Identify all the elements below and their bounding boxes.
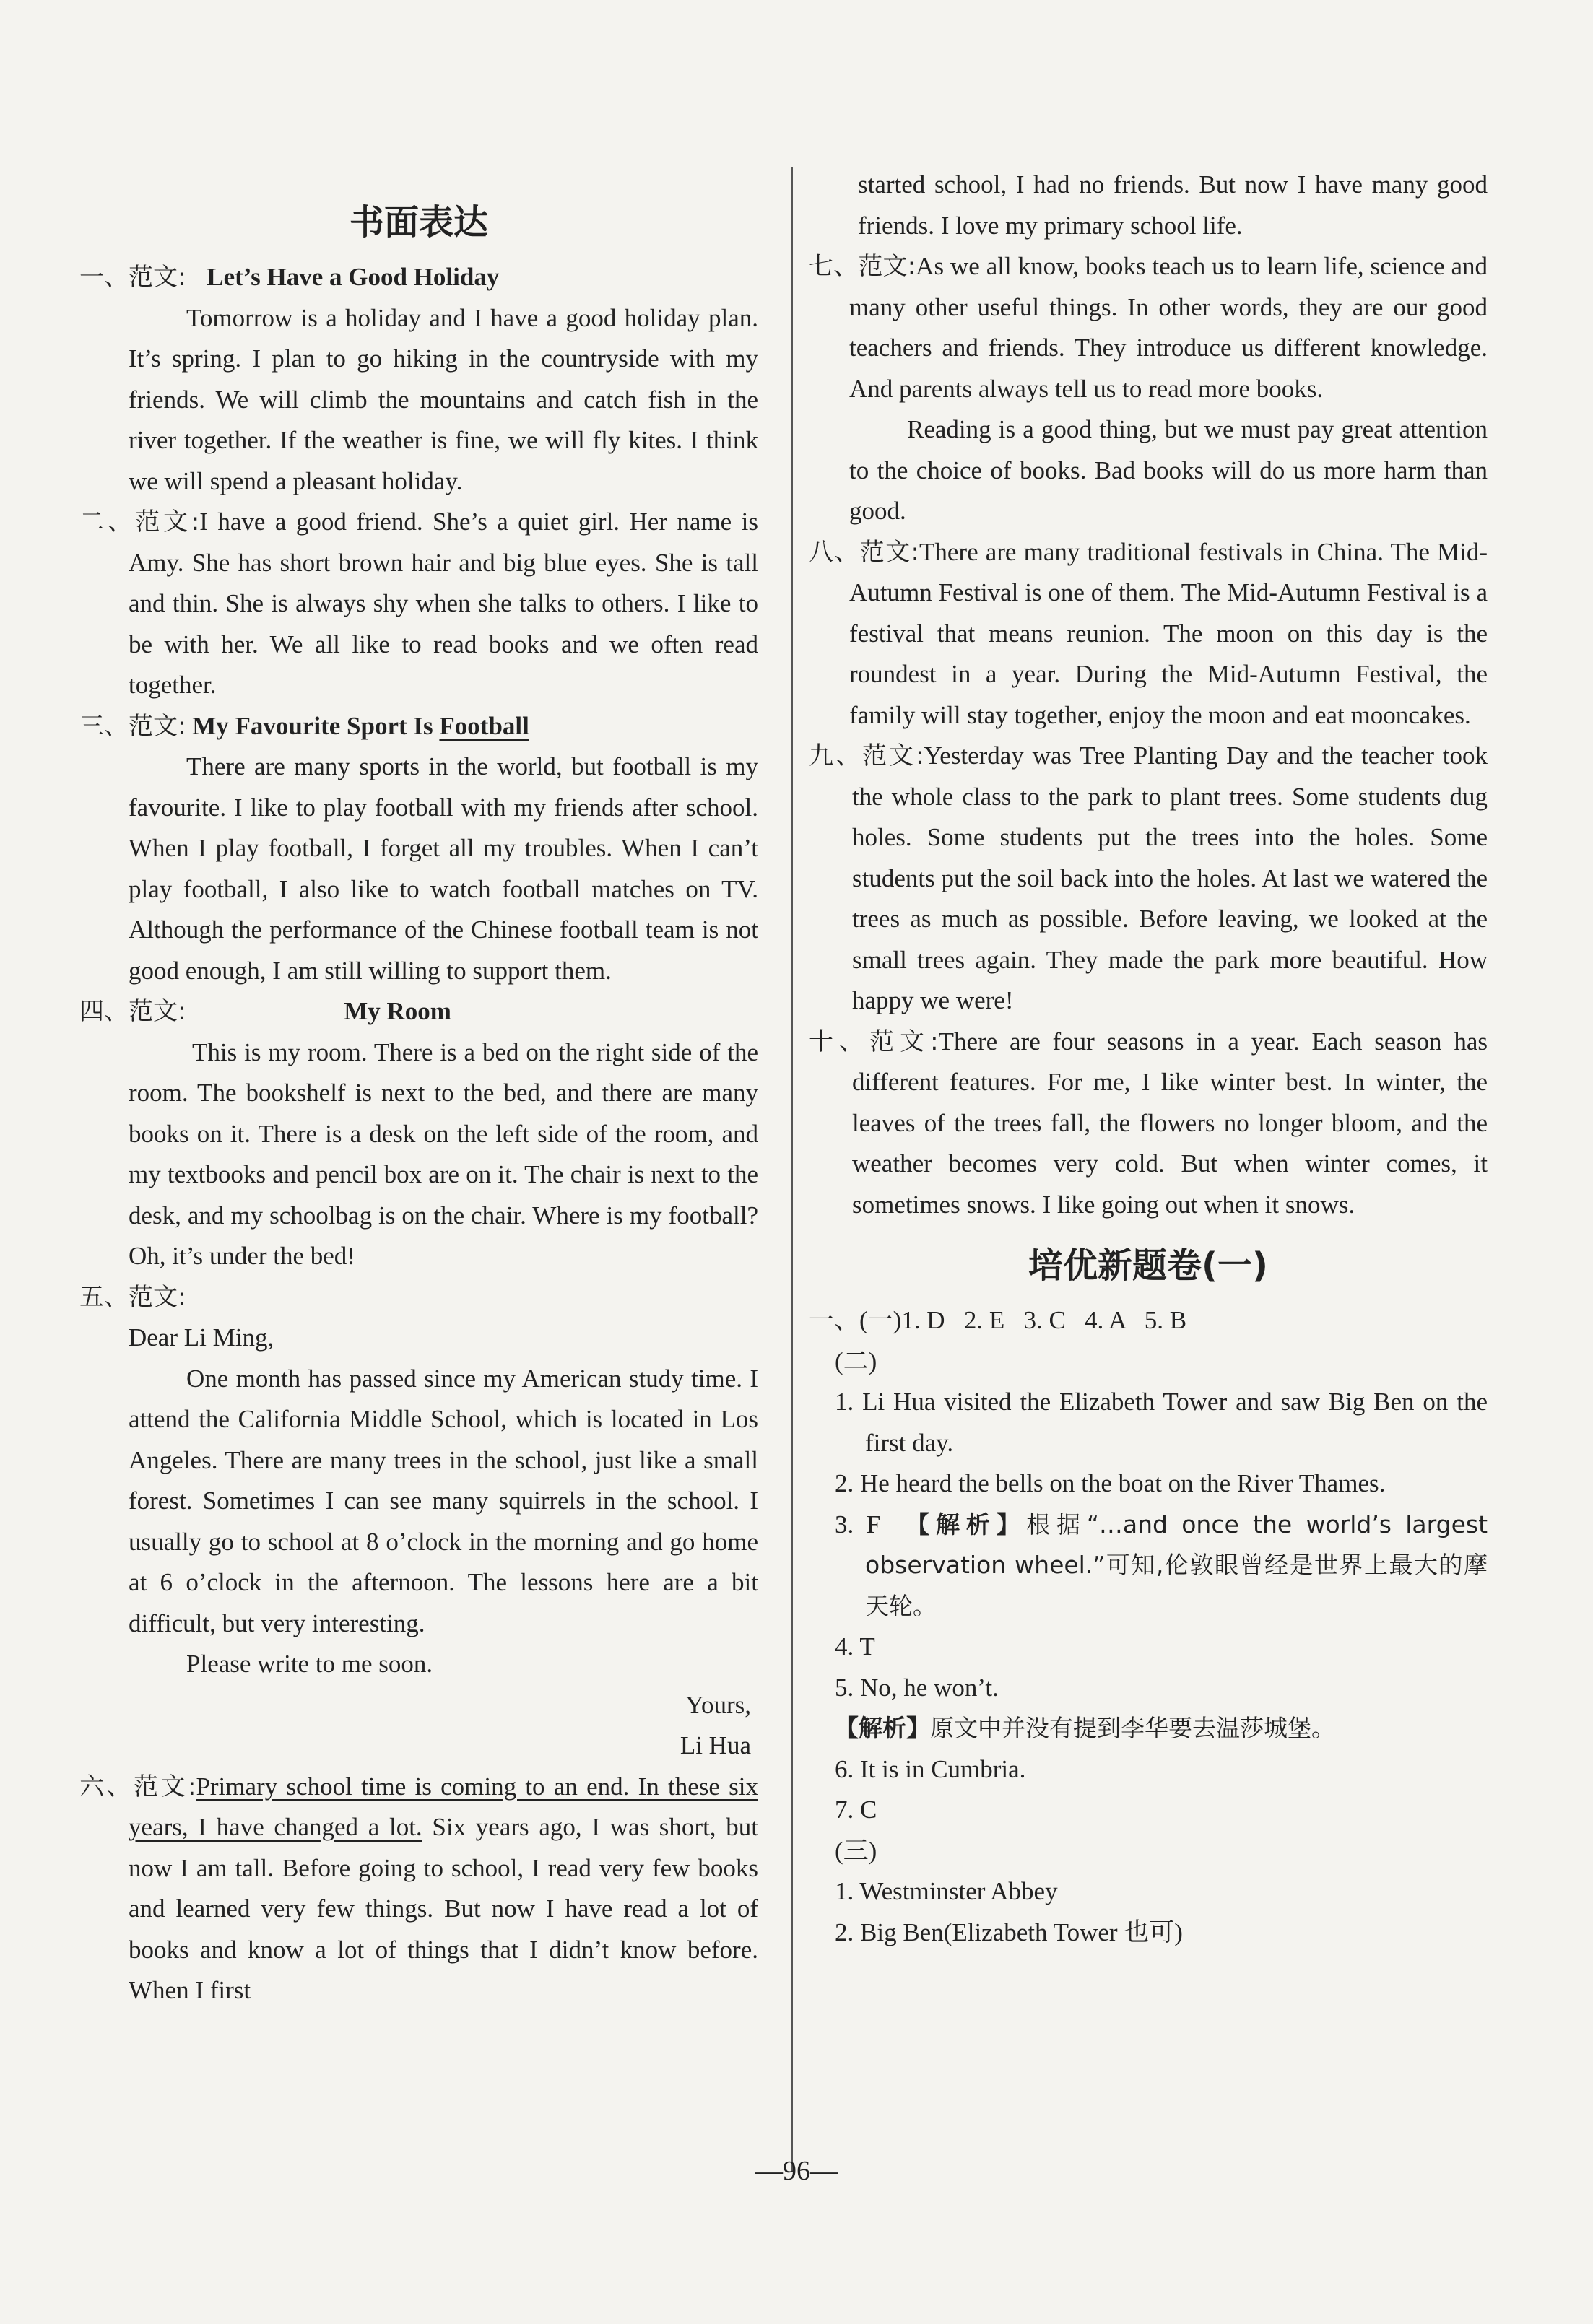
item-4-heading: My Room (344, 997, 451, 1025)
item-9-label: 九、范文: (809, 741, 924, 770)
item-6-body-left: Six years ago, I was short, but now I am tall. Before going to school, I read very few books and learned very few things. But now I have read a lot of books and know a lot of things that I didn’t know before. When I first (129, 1813, 758, 2004)
item-2 (79, 502, 758, 706)
section-title-writing: 书面表达 (349, 202, 488, 243)
section-title-new-exam: 培优新题卷(一) (1028, 1245, 1268, 1286)
part-1-answers: 一、(一)1. D 2. E 3. C 4. A 5. B (809, 1306, 1187, 1334)
page-number: —96— (755, 2156, 838, 2186)
item-3-prefix: 3. F (835, 1510, 906, 1539)
item-3-heading-line (79, 706, 758, 747)
right-column (809, 166, 1488, 1953)
sub-3-item-1: 1. Westminster Abbey (835, 1877, 1058, 1905)
item-3-label: 三、范文: (79, 711, 186, 741)
item-7-body: As we all know, books teach us to learn life, science and many other useful things. In other words, they are our good teachers and friends. They introduce us different knowledge. And parents always tell us to read more books. (849, 252, 1488, 403)
sub-2-label: (二) (835, 1346, 877, 1375)
item-5-signature: Li Hua (680, 1731, 751, 1759)
item-4-heading-line (79, 991, 758, 1032)
sub-2-item-2: 2. He heard the bells on the boat on the River Thames. (835, 1469, 1386, 1497)
sub-2-item-5: 5. No, he won’t. (835, 1673, 999, 1702)
item-9 (809, 736, 1488, 1022)
column-divider (791, 167, 793, 2171)
item-4-label: 四、范文: (79, 997, 186, 1026)
item-2-body: I have a good friend. She’s a quiet girl. Her name is Amy. She has short brown hair and big blue eyes. She is tall and thin. She is always shy when she talks to others. I like to be with her. We all like to read books and we often read together. (129, 508, 758, 699)
item-3-text: 根据“…and once the world’s largest observation wheel.”可知,伦敦眼曾经是世界上最大的摩天轮。 (865, 1510, 1488, 1620)
sub-3-item-2: 2. Big Ben(Elizabeth Tower 也可) (835, 1918, 1183, 1946)
item-7 (809, 246, 1488, 409)
item-5-heading-line (79, 1277, 758, 1318)
sub-2-item-4: 4. T (835, 1632, 875, 1661)
sub-3-label: (三) (835, 1836, 877, 1865)
item-3-heading: My Favourite Sport Is (192, 711, 440, 740)
item-5-closing-line: Please write to me soon. (186, 1650, 433, 1678)
sub-2-item-3 (809, 1505, 1488, 1627)
item-7-label: 七、范文: (809, 252, 916, 281)
item-5-tag: 【解析】 (835, 1714, 930, 1742)
item-1-body: Tomorrow is a holiday and I have a good holiday plan. It’s spring. I plan to go hiking in the countryside with my friends. We will climb the mountains and catch fish in the river together. If the weather is fine, we will fly kites. I think we will spend a pleasant holiday. (129, 303, 758, 495)
sub-2-item-6: 6. It is in Cumbria. (835, 1754, 1026, 1783)
item-2-label: 二、范文: (79, 508, 200, 536)
sub-2-item-5-note (809, 1708, 1488, 1749)
item-6-underlined: Primary school time is coming to an end. In these six years, I have changed a lot. (129, 1772, 758, 1841)
left-column (79, 166, 758, 2011)
item-8-label: 八、范文: (809, 537, 919, 567)
item-1-heading: Let’s Have a Good Holiday (207, 263, 500, 291)
item-9-body: Yesterday was Tree Planting Day and the teacher took the whole class to the park to plant trees. Some students dug holes. Some students put the trees into the holes. Some students put the soil back into the holes. At last we watered the trees as much as possible. Before leaving, we looked at the small trees again. They made the park more beautiful. How happy we were! (852, 741, 1488, 1014)
item-10-body: There are four seasons in a year. Each season has different features. For me, I like winter best. In winter, the leaves of the trees fall, the flowers no longer bloom, and the weather becomes very cold. But when winter comes, it sometimes snows. I like going out when it snows. (852, 1027, 1488, 1219)
item-6 (79, 1767, 758, 2011)
sub-2-item-7: 7. C (835, 1796, 877, 1824)
sub-2-item-1: 1. Li Hua visited the Elizabeth Tower and saw Big Ben on the first day. (835, 1388, 1488, 1457)
item-8-body: There are many traditional festivals in China. The Mid-Autumn Festival is one of them. The Mid-Autumn Festival is a festival that means reunion. The moon on this day is the roundest in a year. During the Mid-Autumn Festival, the family will stay together, enjoy the moon and eat mooncakes. (849, 537, 1488, 729)
item-5-greeting: Dear Li Ming, (129, 1323, 274, 1352)
item-5-sign-off: Yours, (685, 1690, 751, 1719)
item-10 (809, 1022, 1488, 1226)
item-10-label: 十、范文: (809, 1027, 939, 1056)
item-5-body: One month has passed since my American study time. I attend the California Middle School, which is located in Los Angeles. There are many trees in the school, just like a small forest. Sometimes I can see many squirrels in the school. I usually go to school at 8 o’clock in the morning and go home at 6 o’clock in the afternoon. The lessons here are a bit difficult, but very interesting. (129, 1364, 758, 1637)
item-3-heading-blank: Football (439, 711, 529, 740)
item-8 (809, 532, 1488, 736)
item-1-heading-line (79, 257, 758, 298)
item-6-body-right: started school, I had no friends. But now I have many good friends. I love my primary school life. (858, 170, 1488, 240)
item-4-body: This is my room. There is a bed on the right side of the room. The bookshelf is next to the bed, and there are many books on it. There is a desk on the left side of the room, and my textbooks and pencil box are on it. The chair is next to the desk, and my schoolbag is on the chair. Where is my football? Oh, it’s under the bed! (129, 1037, 758, 1270)
item-3-tag: 【解析】 (906, 1510, 1027, 1539)
item-5-label: 五、范文: (79, 1282, 186, 1312)
item-6-label: 六、范文: (79, 1772, 196, 1801)
item-3-body: There are many sports in the world, but football is my favourite. I like to play football with my friends after school. When I play football, I forget all my troubles. When I can’t play football, I also like to watch football matches on TV. Although the performance of the Chinese football team is not good enough, I am still willing to support them. (129, 752, 758, 985)
item-7-body-2: Reading is a good thing, but we must pay great attention to the choice of books. Bad books will do us more harm than good. (849, 415, 1488, 525)
item-5-note-text: 原文中并没有提到李华要去温莎城堡。 (930, 1714, 1335, 1742)
item-1-label: 一、范文: (79, 263, 186, 292)
